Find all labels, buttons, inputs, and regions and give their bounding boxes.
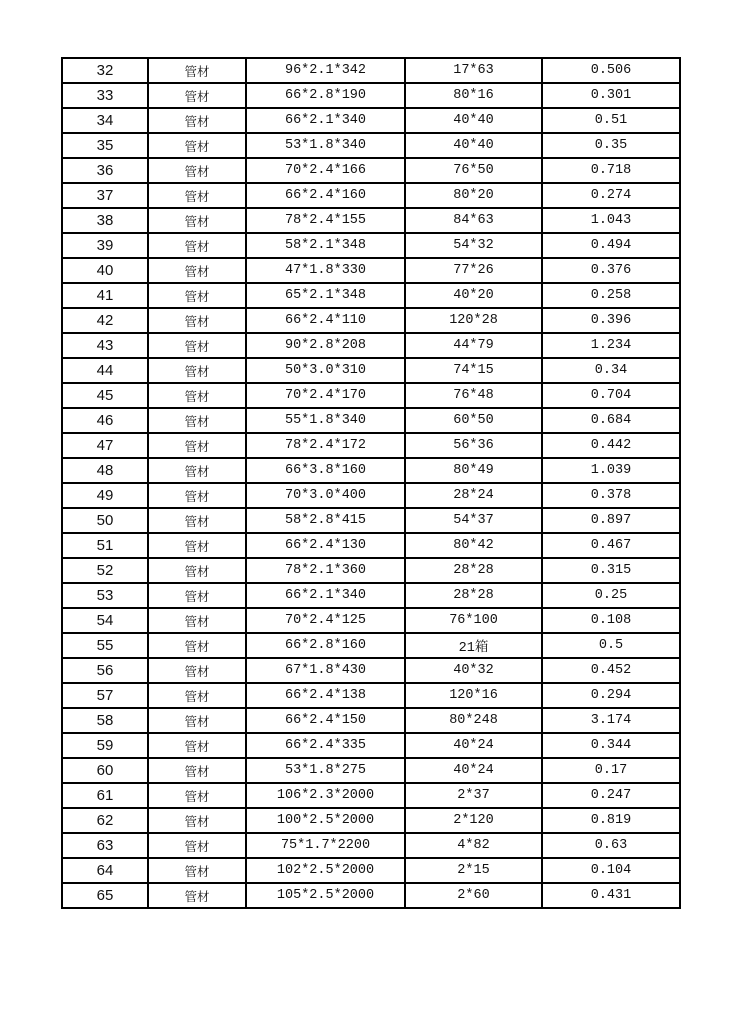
- table-row: [62, 183, 680, 208]
- row-number-cell: 63: [62, 833, 148, 858]
- volume-cell: 1.039: [542, 458, 680, 483]
- material-name-cell: 管材: [148, 758, 246, 783]
- table-row: [62, 83, 680, 108]
- row-number-cell: 57: [62, 683, 148, 708]
- row-number-cell: 52: [62, 558, 148, 583]
- row-number-cell: 47: [62, 433, 148, 458]
- volume-cell: 0.51: [542, 108, 680, 133]
- row-number-cell: 51: [62, 533, 148, 558]
- volume-cell: 0.442: [542, 433, 680, 458]
- row-number-cell: 59: [62, 733, 148, 758]
- quantity-cell: 2*60: [405, 883, 542, 908]
- material-name-cell: 管材: [148, 558, 246, 583]
- specification-cell: 100*2.5*2000: [246, 808, 405, 833]
- specification-cell: 70*2.4*125: [246, 608, 405, 633]
- quantity-cell: 40*24: [405, 758, 542, 783]
- quantity-cell: 2*37: [405, 783, 542, 808]
- row-number-cell: 43: [62, 333, 148, 358]
- quantity-cell: 17*63: [405, 58, 542, 83]
- specification-cell: 66*2.4*110: [246, 308, 405, 333]
- volume-cell: 0.247: [542, 783, 680, 808]
- volume-cell: 0.396: [542, 308, 680, 333]
- material-name-cell: 管材: [148, 108, 246, 133]
- row-number-cell: 65: [62, 883, 148, 908]
- table-row: [62, 333, 680, 358]
- quantity-cell: 74*15: [405, 358, 542, 383]
- volume-cell: 0.897: [542, 508, 680, 533]
- specification-cell: 90*2.8*208: [246, 333, 405, 358]
- specification-cell: 66*2.4*130: [246, 533, 405, 558]
- row-number-cell: 41: [62, 283, 148, 308]
- quantity-cell: 80*42: [405, 533, 542, 558]
- table-row: [62, 133, 680, 158]
- material-name-cell: 管材: [148, 58, 246, 83]
- volume-cell: 1.234: [542, 333, 680, 358]
- row-number-cell: 58: [62, 708, 148, 733]
- table-row: [62, 533, 680, 558]
- specification-cell: 53*1.8*340: [246, 133, 405, 158]
- specification-cell: 102*2.5*2000: [246, 858, 405, 883]
- quantity-cell: 80*248: [405, 708, 542, 733]
- quantity-cell: 76*48: [405, 383, 542, 408]
- quantity-cell: 21箱: [405, 633, 542, 658]
- table-row: [62, 708, 680, 733]
- quantity-cell: 120*28: [405, 308, 542, 333]
- row-number-cell: 56: [62, 658, 148, 683]
- quantity-cell: 28*28: [405, 583, 542, 608]
- volume-cell: 0.819: [542, 808, 680, 833]
- table-row: [62, 783, 680, 808]
- table-row: [62, 233, 680, 258]
- volume-cell: 0.704: [542, 383, 680, 408]
- specification-cell: 78*2.1*360: [246, 558, 405, 583]
- table-row: [62, 608, 680, 633]
- volume-cell: 0.294: [542, 683, 680, 708]
- table-row: [62, 283, 680, 308]
- row-number-cell: 34: [62, 108, 148, 133]
- specification-cell: 70*2.4*170: [246, 383, 405, 408]
- row-number-cell: 61: [62, 783, 148, 808]
- table-row: [62, 158, 680, 183]
- table-row: [62, 58, 680, 83]
- volume-cell: 0.344: [542, 733, 680, 758]
- material-name-cell: 管材: [148, 883, 246, 908]
- quantity-cell: 80*16: [405, 83, 542, 108]
- material-name-cell: 管材: [148, 633, 246, 658]
- specification-cell: 58*2.1*348: [246, 233, 405, 258]
- row-number-cell: 42: [62, 308, 148, 333]
- volume-cell: 0.34: [542, 358, 680, 383]
- material-name-cell: 管材: [148, 83, 246, 108]
- specification-cell: 66*2.4*150: [246, 708, 405, 733]
- quantity-cell: 76*50: [405, 158, 542, 183]
- volume-cell: 0.108: [542, 608, 680, 633]
- row-number-cell: 36: [62, 158, 148, 183]
- table-row: [62, 858, 680, 883]
- specification-cell: 70*2.4*166: [246, 158, 405, 183]
- material-name-cell: 管材: [148, 658, 246, 683]
- row-number-cell: 55: [62, 633, 148, 658]
- material-name-cell: 管材: [148, 333, 246, 358]
- volume-cell: 0.63: [542, 833, 680, 858]
- specification-cell: 66*2.4*138: [246, 683, 405, 708]
- material-name-cell: 管材: [148, 483, 246, 508]
- quantity-cell: 44*79: [405, 333, 542, 358]
- table-row: [62, 508, 680, 533]
- volume-cell: 0.35: [542, 133, 680, 158]
- specification-cell: 53*1.8*275: [246, 758, 405, 783]
- quantity-cell: 54*32: [405, 233, 542, 258]
- volume-cell: 0.684: [542, 408, 680, 433]
- volume-cell: 0.376: [542, 258, 680, 283]
- specification-cell: 78*2.4*155: [246, 208, 405, 233]
- quantity-cell: 76*100: [405, 608, 542, 633]
- quantity-cell: 54*37: [405, 508, 542, 533]
- quantity-cell: 40*40: [405, 108, 542, 133]
- volume-cell: 0.431: [542, 883, 680, 908]
- specification-cell: 66*2.4*335: [246, 733, 405, 758]
- row-number-cell: 54: [62, 608, 148, 633]
- specification-cell: 66*2.8*190: [246, 83, 405, 108]
- row-number-cell: 49: [62, 483, 148, 508]
- row-number-cell: 38: [62, 208, 148, 233]
- row-number-cell: 46: [62, 408, 148, 433]
- material-name-cell: 管材: [148, 233, 246, 258]
- volume-cell: 0.452: [542, 658, 680, 683]
- row-number-cell: 64: [62, 858, 148, 883]
- material-name-cell: 管材: [148, 308, 246, 333]
- volume-cell: 0.17: [542, 758, 680, 783]
- material-name-cell: 管材: [148, 683, 246, 708]
- table-body: [62, 58, 680, 908]
- table-row: [62, 308, 680, 333]
- volume-cell: 0.494: [542, 233, 680, 258]
- quantity-cell: 77*26: [405, 258, 542, 283]
- specification-cell: 50*3.0*310: [246, 358, 405, 383]
- specification-cell: 65*2.1*348: [246, 283, 405, 308]
- specification-cell: 70*3.0*400: [246, 483, 405, 508]
- material-name-cell: 管材: [148, 783, 246, 808]
- material-name-cell: 管材: [148, 358, 246, 383]
- row-number-cell: 44: [62, 358, 148, 383]
- specification-cell: 58*2.8*415: [246, 508, 405, 533]
- specification-cell: 67*1.8*430: [246, 658, 405, 683]
- table-row: [62, 108, 680, 133]
- material-name-cell: 管材: [148, 508, 246, 533]
- volume-cell: 0.274: [542, 183, 680, 208]
- table-row: [62, 408, 680, 433]
- material-name-cell: 管材: [148, 433, 246, 458]
- volume-cell: 0.378: [542, 483, 680, 508]
- specification-cell: 78*2.4*172: [246, 433, 405, 458]
- volume-cell: 0.718: [542, 158, 680, 183]
- quantity-cell: 80*20: [405, 183, 542, 208]
- quantity-cell: 2*120: [405, 808, 542, 833]
- material-name-cell: 管材: [148, 458, 246, 483]
- volume-cell: 0.25: [542, 583, 680, 608]
- quantity-cell: 40*32: [405, 658, 542, 683]
- quantity-cell: 40*20: [405, 283, 542, 308]
- table-row: [62, 658, 680, 683]
- quantity-cell: 60*50: [405, 408, 542, 433]
- table-row: [62, 358, 680, 383]
- specification-cell: 105*2.5*2000: [246, 883, 405, 908]
- row-number-cell: 37: [62, 183, 148, 208]
- volume-cell: 1.043: [542, 208, 680, 233]
- specification-cell: 47*1.8*330: [246, 258, 405, 283]
- table-row: [62, 258, 680, 283]
- row-number-cell: 50: [62, 508, 148, 533]
- table-row: [62, 883, 680, 908]
- table-row: [62, 633, 680, 658]
- specification-cell: 66*2.1*340: [246, 108, 405, 133]
- specification-cell: 66*2.8*160: [246, 633, 405, 658]
- volume-cell: 0.104: [542, 858, 680, 883]
- table-row: [62, 683, 680, 708]
- table-row: [62, 808, 680, 833]
- materials-table: [61, 57, 681, 909]
- table-row: [62, 733, 680, 758]
- quantity-cell: 28*28: [405, 558, 542, 583]
- specification-cell: 66*2.4*160: [246, 183, 405, 208]
- row-number-cell: 33: [62, 83, 148, 108]
- table-row: [62, 558, 680, 583]
- material-name-cell: 管材: [148, 283, 246, 308]
- material-name-cell: 管材: [148, 208, 246, 233]
- row-number-cell: 45: [62, 383, 148, 408]
- material-name-cell: 管材: [148, 258, 246, 283]
- quantity-cell: 40*40: [405, 133, 542, 158]
- material-name-cell: 管材: [148, 408, 246, 433]
- volume-cell: 0.315: [542, 558, 680, 583]
- quantity-cell: 120*16: [405, 683, 542, 708]
- quantity-cell: 40*24: [405, 733, 542, 758]
- material-name-cell: 管材: [148, 133, 246, 158]
- material-name-cell: 管材: [148, 858, 246, 883]
- material-name-cell: 管材: [148, 833, 246, 858]
- specification-cell: 66*3.8*160: [246, 458, 405, 483]
- volume-cell: 0.467: [542, 533, 680, 558]
- material-name-cell: 管材: [148, 158, 246, 183]
- volume-cell: 0.301: [542, 83, 680, 108]
- material-name-cell: 管材: [148, 708, 246, 733]
- specification-cell: 75*1.7*2200: [246, 833, 405, 858]
- table-row: [62, 483, 680, 508]
- material-name-cell: 管材: [148, 608, 246, 633]
- row-number-cell: 40: [62, 258, 148, 283]
- material-name-cell: 管材: [148, 383, 246, 408]
- material-name-cell: 管材: [148, 183, 246, 208]
- row-number-cell: 39: [62, 233, 148, 258]
- specification-cell: 96*2.1*342: [246, 58, 405, 83]
- material-name-cell: 管材: [148, 808, 246, 833]
- material-name-cell: 管材: [148, 583, 246, 608]
- volume-cell: 0.258: [542, 283, 680, 308]
- row-number-cell: 32: [62, 58, 148, 83]
- quantity-cell: 28*24: [405, 483, 542, 508]
- quantity-cell: 56*36: [405, 433, 542, 458]
- row-number-cell: 62: [62, 808, 148, 833]
- row-number-cell: 60: [62, 758, 148, 783]
- table-row: [62, 583, 680, 608]
- quantity-cell: 80*49: [405, 458, 542, 483]
- row-number-cell: 48: [62, 458, 148, 483]
- table-row: [62, 833, 680, 858]
- quantity-cell: 2*15: [405, 858, 542, 883]
- quantity-cell: 84*63: [405, 208, 542, 233]
- table-row: [62, 758, 680, 783]
- row-number-cell: 35: [62, 133, 148, 158]
- volume-cell: 0.5: [542, 633, 680, 658]
- table-row: [62, 383, 680, 408]
- specification-cell: 55*1.8*340: [246, 408, 405, 433]
- row-number-cell: 53: [62, 583, 148, 608]
- table-row: [62, 458, 680, 483]
- material-name-cell: 管材: [148, 733, 246, 758]
- quantity-cell: 4*82: [405, 833, 542, 858]
- volume-cell: 3.174: [542, 708, 680, 733]
- specification-cell: 66*2.1*340: [246, 583, 405, 608]
- table-row: [62, 208, 680, 233]
- material-name-cell: 管材: [148, 533, 246, 558]
- specification-cell: 106*2.3*2000: [246, 783, 405, 808]
- volume-cell: 0.506: [542, 58, 680, 83]
- table-row: [62, 433, 680, 458]
